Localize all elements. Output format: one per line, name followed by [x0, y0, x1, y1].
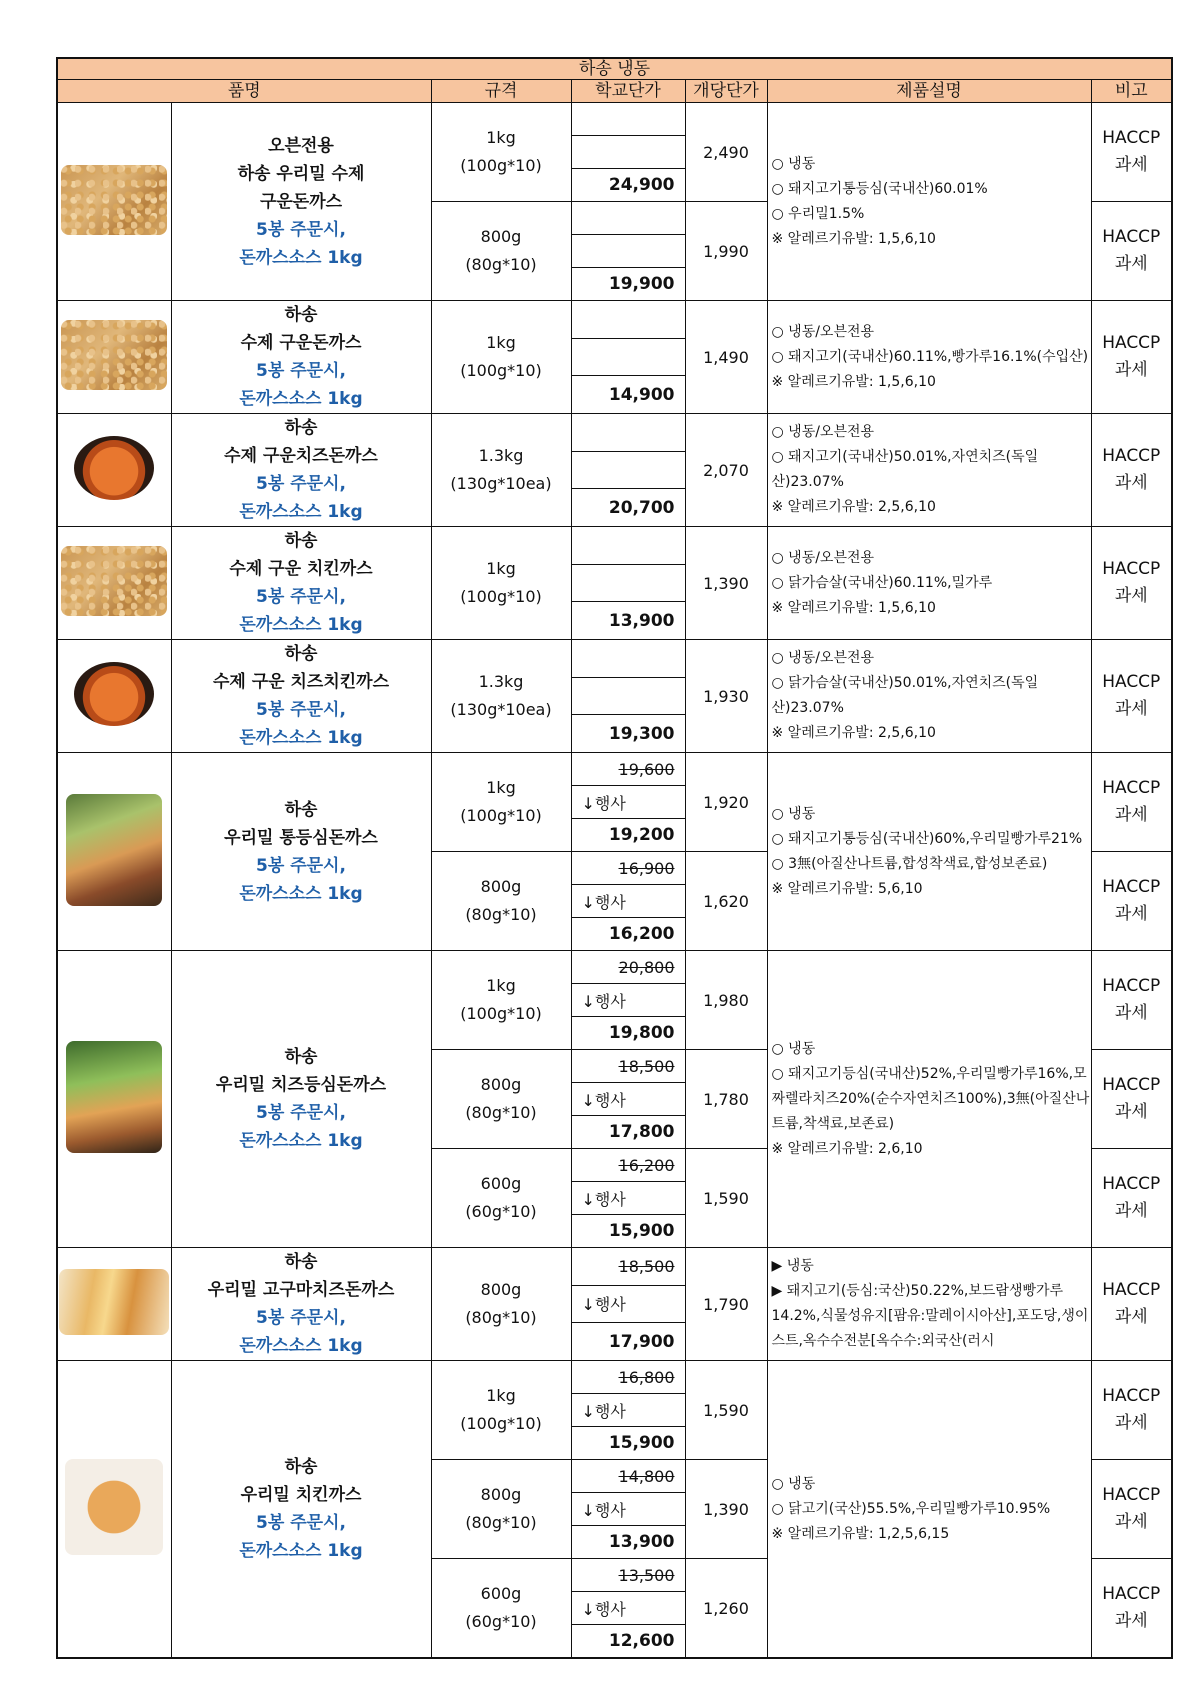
spec-cell	[431, 103, 571, 202]
spec-line: (100g*10)	[460, 361, 542, 380]
note-cell	[1091, 640, 1172, 753]
product-name-line: 우리밀 치즈등심돈까스	[215, 1075, 387, 1095]
spec-cell	[431, 852, 571, 951]
note-cell	[1091, 202, 1172, 301]
note-line: 과세	[1114, 1611, 1148, 1631]
cutlet-photo	[61, 320, 167, 390]
header-spec: 규격	[431, 80, 571, 103]
header-description: 제품설명	[767, 80, 1091, 103]
original-price	[571, 202, 685, 235]
spec-line: (60g*10)	[465, 1612, 537, 1631]
header-school-price: 학교단가	[571, 80, 685, 103]
product-image-cell	[57, 1248, 171, 1361]
note-line: HACCP	[1102, 1386, 1161, 1406]
product-name	[171, 414, 431, 527]
header-row	[57, 80, 1172, 103]
note-line: 과세	[1114, 254, 1148, 274]
promo-line: 5봉 주문시,	[256, 361, 346, 381]
product-name-line: 하송 우리밀 수제	[237, 163, 365, 184]
original-price	[571, 527, 685, 565]
description-line: ▶ 냉동	[771, 1258, 814, 1274]
spec-cell	[431, 1248, 571, 1361]
school-price: 19,200	[571, 819, 685, 852]
product-name	[171, 640, 431, 753]
spec-line: (100g*10)	[460, 156, 542, 175]
promo-line: 돈까스소스 1kg	[239, 883, 363, 904]
note-line: 과세	[1114, 699, 1148, 719]
unit-price: 1,620	[685, 852, 767, 951]
original-price: 13,500	[571, 1559, 685, 1592]
product-image-cell	[57, 301, 171, 414]
promo-line: 5봉 주문시,	[256, 474, 346, 494]
product-description	[767, 527, 1091, 640]
spec-cell	[431, 301, 571, 414]
product-image-cell	[57, 414, 171, 527]
description-line: ○ 돼지고기(국내산)50.01%,자연치즈(독일산)23.07%	[771, 449, 1039, 490]
product-name-line: 수제 구운치즈돈까스	[224, 446, 378, 466]
note-line: HACCP	[1102, 1075, 1161, 1095]
original-price	[571, 414, 685, 452]
description-line: ▶ 돼지고기(등심:국산)50.22%,보드람생빵가루14.2%,식물성유지[팜유:말레이시아산],포도당,생이스트,옥수수전분[옥수수:외국산(러시	[771, 1283, 1089, 1349]
product-image-cell	[57, 103, 171, 301]
product-description	[767, 951, 1091, 1248]
description-line: ○ 닭가슴살(국내산)50.01%,자연치즈(독일산)23.07%	[771, 675, 1039, 716]
promo-line: 돈까스소스 1kg	[239, 389, 363, 409]
note-cell	[1091, 1559, 1172, 1659]
promo-line: 돈까스소스 1kg	[239, 1541, 363, 1561]
pan-photo	[74, 436, 154, 500]
event-label: ↓행사	[571, 1493, 685, 1526]
event-label	[571, 677, 685, 715]
plate-photo	[65, 1459, 163, 1555]
event-label	[571, 235, 685, 268]
note-cell	[1091, 1460, 1172, 1559]
spec-line: (80g*10)	[465, 905, 537, 924]
stick-photo	[59, 1269, 169, 1335]
school-price: 17,900	[571, 1323, 685, 1361]
original-price: 20,800	[571, 951, 685, 984]
product-name	[171, 951, 431, 1248]
spec-line: 800g	[480, 1075, 522, 1094]
product-name-line: 하송	[284, 644, 318, 664]
description-line: ○ 돼지고기(국내산)60.11%,빵가루16.1%(수입산)	[771, 348, 1089, 365]
note-line: HACCP	[1102, 559, 1161, 579]
price-row	[57, 640, 1172, 678]
sheet-title: 하송 냉동	[57, 58, 1172, 80]
spec-line: (100g*10)	[460, 806, 542, 825]
note-line: 과세	[1114, 904, 1148, 924]
note-line: HACCP	[1102, 227, 1161, 247]
spec-line: 600g	[480, 1584, 522, 1603]
note-line: 과세	[1114, 586, 1148, 606]
description-line: ※ 알레르기유발: 2,6,10	[771, 1140, 923, 1157]
description-line: ※ 알레르기유발: 2,5,6,10	[771, 499, 936, 515]
spec-line: (80g*10)	[465, 1308, 537, 1327]
event-label: ↓행사	[571, 1083, 685, 1116]
unit-price: 1,590	[685, 1361, 767, 1460]
product-name	[171, 753, 431, 951]
salad2-photo	[66, 1041, 162, 1153]
spec-line: (60g*10)	[465, 1202, 537, 1221]
product-description	[767, 640, 1091, 753]
product-description	[767, 753, 1091, 951]
note-cell	[1091, 852, 1172, 951]
original-price	[571, 301, 685, 339]
product-image-cell	[57, 753, 171, 951]
spec-line: 1kg	[486, 976, 516, 995]
spec-line: 800g	[480, 227, 522, 246]
school-price: 17,800	[571, 1116, 685, 1149]
description-line: ○ 돼지고기통등심(국내산)60%,우리밀빵가루21%	[771, 830, 1083, 847]
pan-photo	[74, 662, 154, 726]
spec-line: 1kg	[486, 1386, 516, 1405]
description-line: ○ 냉동	[771, 805, 816, 822]
school-price: 15,900	[571, 1215, 685, 1248]
description-line: ※ 알레르기유발: 1,2,5,6,15	[771, 1525, 950, 1542]
description-line: ○ 냉동/오븐전용	[771, 650, 875, 666]
product-image-cell	[57, 951, 171, 1248]
spec-cell	[431, 640, 571, 753]
promo-line: 5봉 주문시,	[256, 855, 346, 876]
event-label	[571, 564, 685, 602]
note-line: HACCP	[1102, 1584, 1161, 1604]
product-name-line: 우리밀 치킨까스	[240, 1485, 362, 1505]
description-line: ○ 냉동	[771, 1040, 816, 1057]
school-price: 12,600	[571, 1625, 685, 1659]
spec-line: 600g	[480, 1174, 522, 1193]
description-line: ○ 돼지고기등심(국내산)52%,우리밀빵가루16%,모짜렐라치즈20%(순수자연치즈100%),3無(아질산나트륨,착색료,보존료)	[771, 1065, 1090, 1132]
note-line: HACCP	[1102, 333, 1161, 353]
spec-line: 1kg	[486, 778, 516, 797]
product-name-line: 수제 구운돈까스	[240, 333, 362, 353]
price-row	[57, 414, 1172, 452]
spec-cell	[431, 1050, 571, 1149]
spec-line: 800g	[480, 877, 522, 896]
note-line: HACCP	[1102, 1485, 1161, 1505]
product-name-line: 하송	[284, 1252, 318, 1272]
school-price: 16,200	[571, 918, 685, 951]
product-name-line: 하송	[284, 418, 318, 438]
salad-photo	[66, 794, 162, 906]
school-price: 24,900	[571, 169, 685, 202]
price-row	[57, 1248, 1172, 1286]
note-line: 과세	[1114, 1003, 1148, 1023]
note-cell	[1091, 753, 1172, 852]
price-row	[57, 527, 1172, 565]
original-price: 19,600	[571, 753, 685, 786]
note-cell	[1091, 951, 1172, 1050]
description-line: ※ 알레르기유발: 2,5,6,10	[771, 725, 936, 741]
note-line: HACCP	[1102, 1174, 1161, 1194]
school-price: 13,900	[571, 602, 685, 640]
school-price: 19,800	[571, 1017, 685, 1050]
spec-cell	[431, 414, 571, 527]
event-label: ↓행사	[571, 1285, 685, 1323]
unit-price: 2,070	[685, 414, 767, 527]
product-name-line: 수제 구운 치즈치킨까스	[212, 672, 390, 692]
school-price: 13,900	[571, 1526, 685, 1559]
note-line: 과세	[1114, 1201, 1148, 1221]
spec-line: (80g*10)	[465, 255, 537, 274]
description-line: ○ 냉동/오븐전용	[771, 549, 875, 566]
spec-cell	[431, 1460, 571, 1559]
unit-price: 2,490	[685, 103, 767, 202]
product-table	[56, 57, 1173, 1659]
promo-line: 돈까스소스 1kg	[239, 728, 363, 748]
promo-line: 5봉 주문시,	[256, 700, 346, 720]
original-price	[571, 640, 685, 678]
school-price: 19,300	[571, 715, 685, 753]
note-line: 과세	[1114, 1307, 1148, 1327]
product-name-line: 우리밀 고구마치즈돈까스	[207, 1280, 395, 1300]
product-name-line: 하송	[284, 799, 318, 820]
unit-price: 1,260	[685, 1559, 767, 1659]
note-cell	[1091, 414, 1172, 527]
original-price: 14,800	[571, 1460, 685, 1493]
event-label	[571, 451, 685, 489]
event-label: ↓행사	[571, 786, 685, 819]
product-name	[171, 527, 431, 640]
product-image-cell	[57, 640, 171, 753]
original-price: 18,500	[571, 1050, 685, 1083]
unit-price: 1,790	[685, 1248, 767, 1361]
note-line: 과세	[1114, 473, 1148, 493]
school-price: 19,900	[571, 268, 685, 301]
spec-line: 1.3kg	[478, 672, 524, 691]
header-unit-price: 개당단가	[685, 80, 767, 103]
unit-price: 1,780	[685, 1050, 767, 1149]
note-line: 과세	[1114, 1512, 1148, 1532]
promo-line: 돈까스소스 1kg	[239, 247, 363, 268]
product-description	[767, 1248, 1091, 1361]
description-line: ※ 알레르기유발: 5,6,10	[771, 880, 923, 897]
school-price: 20,700	[571, 489, 685, 527]
product-name-line: 오븐전용	[268, 135, 334, 156]
spec-line: 800g	[480, 1280, 522, 1299]
promo-line: 돈까스소스 1kg	[239, 1131, 363, 1151]
promo-line: 5봉 주문시,	[256, 1308, 346, 1328]
spec-line: 1kg	[486, 559, 516, 578]
spec-line: (130g*10ea)	[450, 474, 552, 493]
promo-line: 돈까스소스 1kg	[239, 1336, 363, 1356]
spec-line: (100g*10)	[460, 587, 542, 606]
promo-line: 돈까스소스 1kg	[239, 615, 363, 635]
spec-line: 1.3kg	[478, 446, 524, 465]
note-line: 과세	[1114, 360, 1148, 380]
product-description	[767, 1361, 1091, 1659]
product-name-line: 하송	[284, 1047, 318, 1067]
original-price: 16,800	[571, 1361, 685, 1394]
event-label: ↓행사	[571, 1394, 685, 1427]
promo-line: 돈까스소스 1kg	[239, 502, 363, 522]
unit-price: 1,930	[685, 640, 767, 753]
price-row	[57, 301, 1172, 339]
promo-line: 5봉 주문시,	[256, 219, 346, 240]
product-name-line: 하송	[284, 305, 318, 325]
spec-line: (100g*10)	[460, 1414, 542, 1433]
note-line: 과세	[1114, 155, 1148, 175]
event-label: ↓행사	[571, 1592, 685, 1625]
event-label	[571, 136, 685, 169]
unit-price: 1,920	[685, 753, 767, 852]
promo-line: 5봉 주문시,	[256, 587, 346, 607]
product-name-line: 하송	[284, 531, 318, 551]
note-line: HACCP	[1102, 778, 1161, 798]
description-line: ○ 냉동/오븐전용	[771, 424, 875, 440]
unit-price: 1,390	[685, 527, 767, 640]
product-image-cell	[57, 1361, 171, 1659]
unit-price: 1,980	[685, 951, 767, 1050]
spec-cell	[431, 951, 571, 1050]
spec-line: 1kg	[486, 333, 516, 352]
event-label	[571, 338, 685, 376]
promo-line: 5봉 주문시,	[256, 1103, 346, 1123]
description-line: ○ 우리밀1.5%	[771, 205, 865, 222]
header-name: 품명	[57, 80, 431, 103]
note-cell	[1091, 1248, 1172, 1361]
spec-cell	[431, 753, 571, 852]
spec-cell	[431, 527, 571, 640]
cutlet-photo	[61, 165, 167, 235]
unit-price: 1,390	[685, 1460, 767, 1559]
original-price	[571, 103, 685, 136]
note-cell	[1091, 301, 1172, 414]
note-cell	[1091, 103, 1172, 202]
price-row	[57, 1361, 1172, 1394]
description-line: ○ 냉동	[771, 1475, 816, 1492]
header-note: 비고	[1091, 80, 1172, 103]
product-name	[171, 1248, 431, 1361]
note-line: 과세	[1114, 1413, 1148, 1433]
event-label: ↓행사	[571, 1182, 685, 1215]
price-row	[57, 753, 1172, 786]
original-price: 16,200	[571, 1149, 685, 1182]
note-cell	[1091, 1361, 1172, 1460]
spec-cell	[431, 202, 571, 301]
note-line: HACCP	[1102, 976, 1161, 996]
event-label: ↓행사	[571, 984, 685, 1017]
school-price: 14,900	[571, 376, 685, 414]
price-row	[57, 951, 1172, 984]
product-name-line: 우리밀 통등심돈까스	[224, 827, 378, 848]
product-image-cell	[57, 527, 171, 640]
spec-cell	[431, 1149, 571, 1248]
product-rows	[57, 103, 1172, 1659]
note-cell	[1091, 527, 1172, 640]
product-name-line: 수제 구운 치킨까스	[229, 559, 373, 579]
product-name	[171, 1361, 431, 1659]
product-name-line: 구운돈까스	[259, 191, 343, 212]
spec-line: 1kg	[486, 128, 516, 147]
description-line: ○ 3無(아질산나트륨,합성착색료,합성보존료)	[771, 855, 1048, 872]
note-line: 과세	[1114, 805, 1148, 825]
note-line: 과세	[1114, 1102, 1148, 1122]
product-description	[767, 301, 1091, 414]
spec-cell	[431, 1559, 571, 1659]
spec-line: (100g*10)	[460, 1004, 542, 1023]
school-price: 15,900	[571, 1427, 685, 1460]
spec-cell	[431, 1361, 571, 1460]
promo-line: 5봉 주문시,	[256, 1513, 346, 1533]
description-line: ※ 알레르기유발: 1,5,6,10	[771, 599, 936, 616]
description-line: ○ 냉동	[771, 155, 816, 172]
unit-price: 1,490	[685, 301, 767, 414]
price-row	[57, 103, 1172, 136]
product-name	[171, 103, 431, 301]
cutlet-photo	[61, 546, 167, 616]
product-description	[767, 414, 1091, 527]
original-price: 18,500	[571, 1248, 685, 1286]
description-line: ○ 돼지고기통등심(국내산)60.01%	[771, 180, 988, 197]
product-name	[171, 301, 431, 414]
spec-line: (130g*10ea)	[450, 700, 552, 719]
product-description	[767, 103, 1091, 301]
description-line: ※ 알레르기유발: 1,5,6,10	[771, 230, 936, 247]
note-cell	[1091, 1050, 1172, 1149]
note-line: HACCP	[1102, 877, 1161, 897]
unit-price: 1,990	[685, 202, 767, 301]
spec-line: (80g*10)	[465, 1513, 537, 1532]
note-line: HACCP	[1102, 672, 1161, 692]
spec-line: (80g*10)	[465, 1103, 537, 1122]
description-line: ○ 닭가슴살(국내산)60.11%,밀가루	[771, 574, 993, 591]
note-line: HACCP	[1102, 128, 1161, 148]
event-label: ↓행사	[571, 885, 685, 918]
spec-line: 800g	[480, 1485, 522, 1504]
price-sheet	[56, 57, 1171, 1659]
description-line: ○ 닭고기(국산)55.5%,우리밀빵가루10.95%	[771, 1500, 1051, 1517]
unit-price: 1,590	[685, 1149, 767, 1248]
description-line: ○ 냉동/오븐전용	[771, 323, 875, 340]
note-line: HACCP	[1102, 446, 1161, 466]
description-line: ※ 알레르기유발: 1,5,6,10	[771, 373, 936, 390]
original-price: 16,900	[571, 852, 685, 885]
product-name-line: 하송	[284, 1457, 318, 1477]
note-line: HACCP	[1102, 1280, 1161, 1300]
note-cell	[1091, 1149, 1172, 1248]
